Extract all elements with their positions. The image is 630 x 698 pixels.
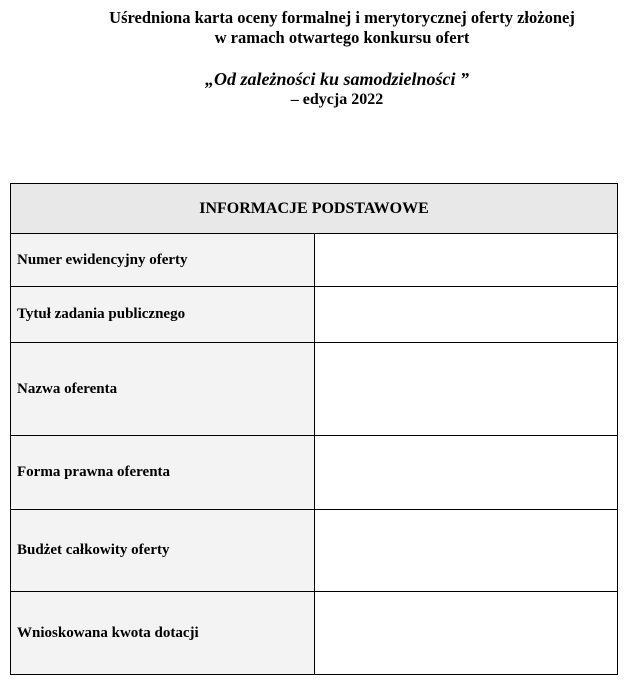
document-header [0, 8, 630, 110]
table-row [11, 343, 618, 436]
legal-form-field[interactable] [314, 436, 618, 510]
section-title: INFORMACJE PODSTAWOWE [11, 184, 618, 234]
table-row [11, 592, 618, 675]
table-row [11, 287, 618, 343]
requested-grant-field[interactable] [314, 592, 618, 675]
competition-name: „Od zależności ku samodzielności ” [204, 69, 470, 89]
row-label-task-title: Tytuł zadania publicznego [11, 287, 315, 343]
basic-info-table [10, 183, 618, 675]
table-row [11, 436, 618, 510]
table-row [11, 234, 618, 287]
title-line-1: Uśredniona karta oceny formalnej i merytorycznej oferty złożonej [109, 8, 575, 27]
task-title-field[interactable] [314, 287, 618, 343]
row-label-legal-form: Forma prawna oferenta [11, 436, 315, 510]
title-line-2: w ramach otwartego konkursu ofert [214, 28, 470, 47]
row-label-total-budget: Budżet całkowity oferty [11, 510, 315, 592]
row-label-offer-number: Numer ewidencyjny oferty [11, 234, 315, 287]
edition-label: – edycja 2022 [290, 91, 384, 108]
offer-number-field[interactable] [314, 234, 618, 287]
total-budget-field[interactable] [314, 510, 618, 592]
row-label-requested-grant: Wnioskowana kwota dotacji [11, 592, 315, 675]
table-row [11, 510, 618, 592]
bidder-name-field[interactable] [314, 343, 618, 436]
section-header-row [11, 184, 618, 234]
row-label-bidder-name: Nazwa oferenta [11, 343, 315, 436]
